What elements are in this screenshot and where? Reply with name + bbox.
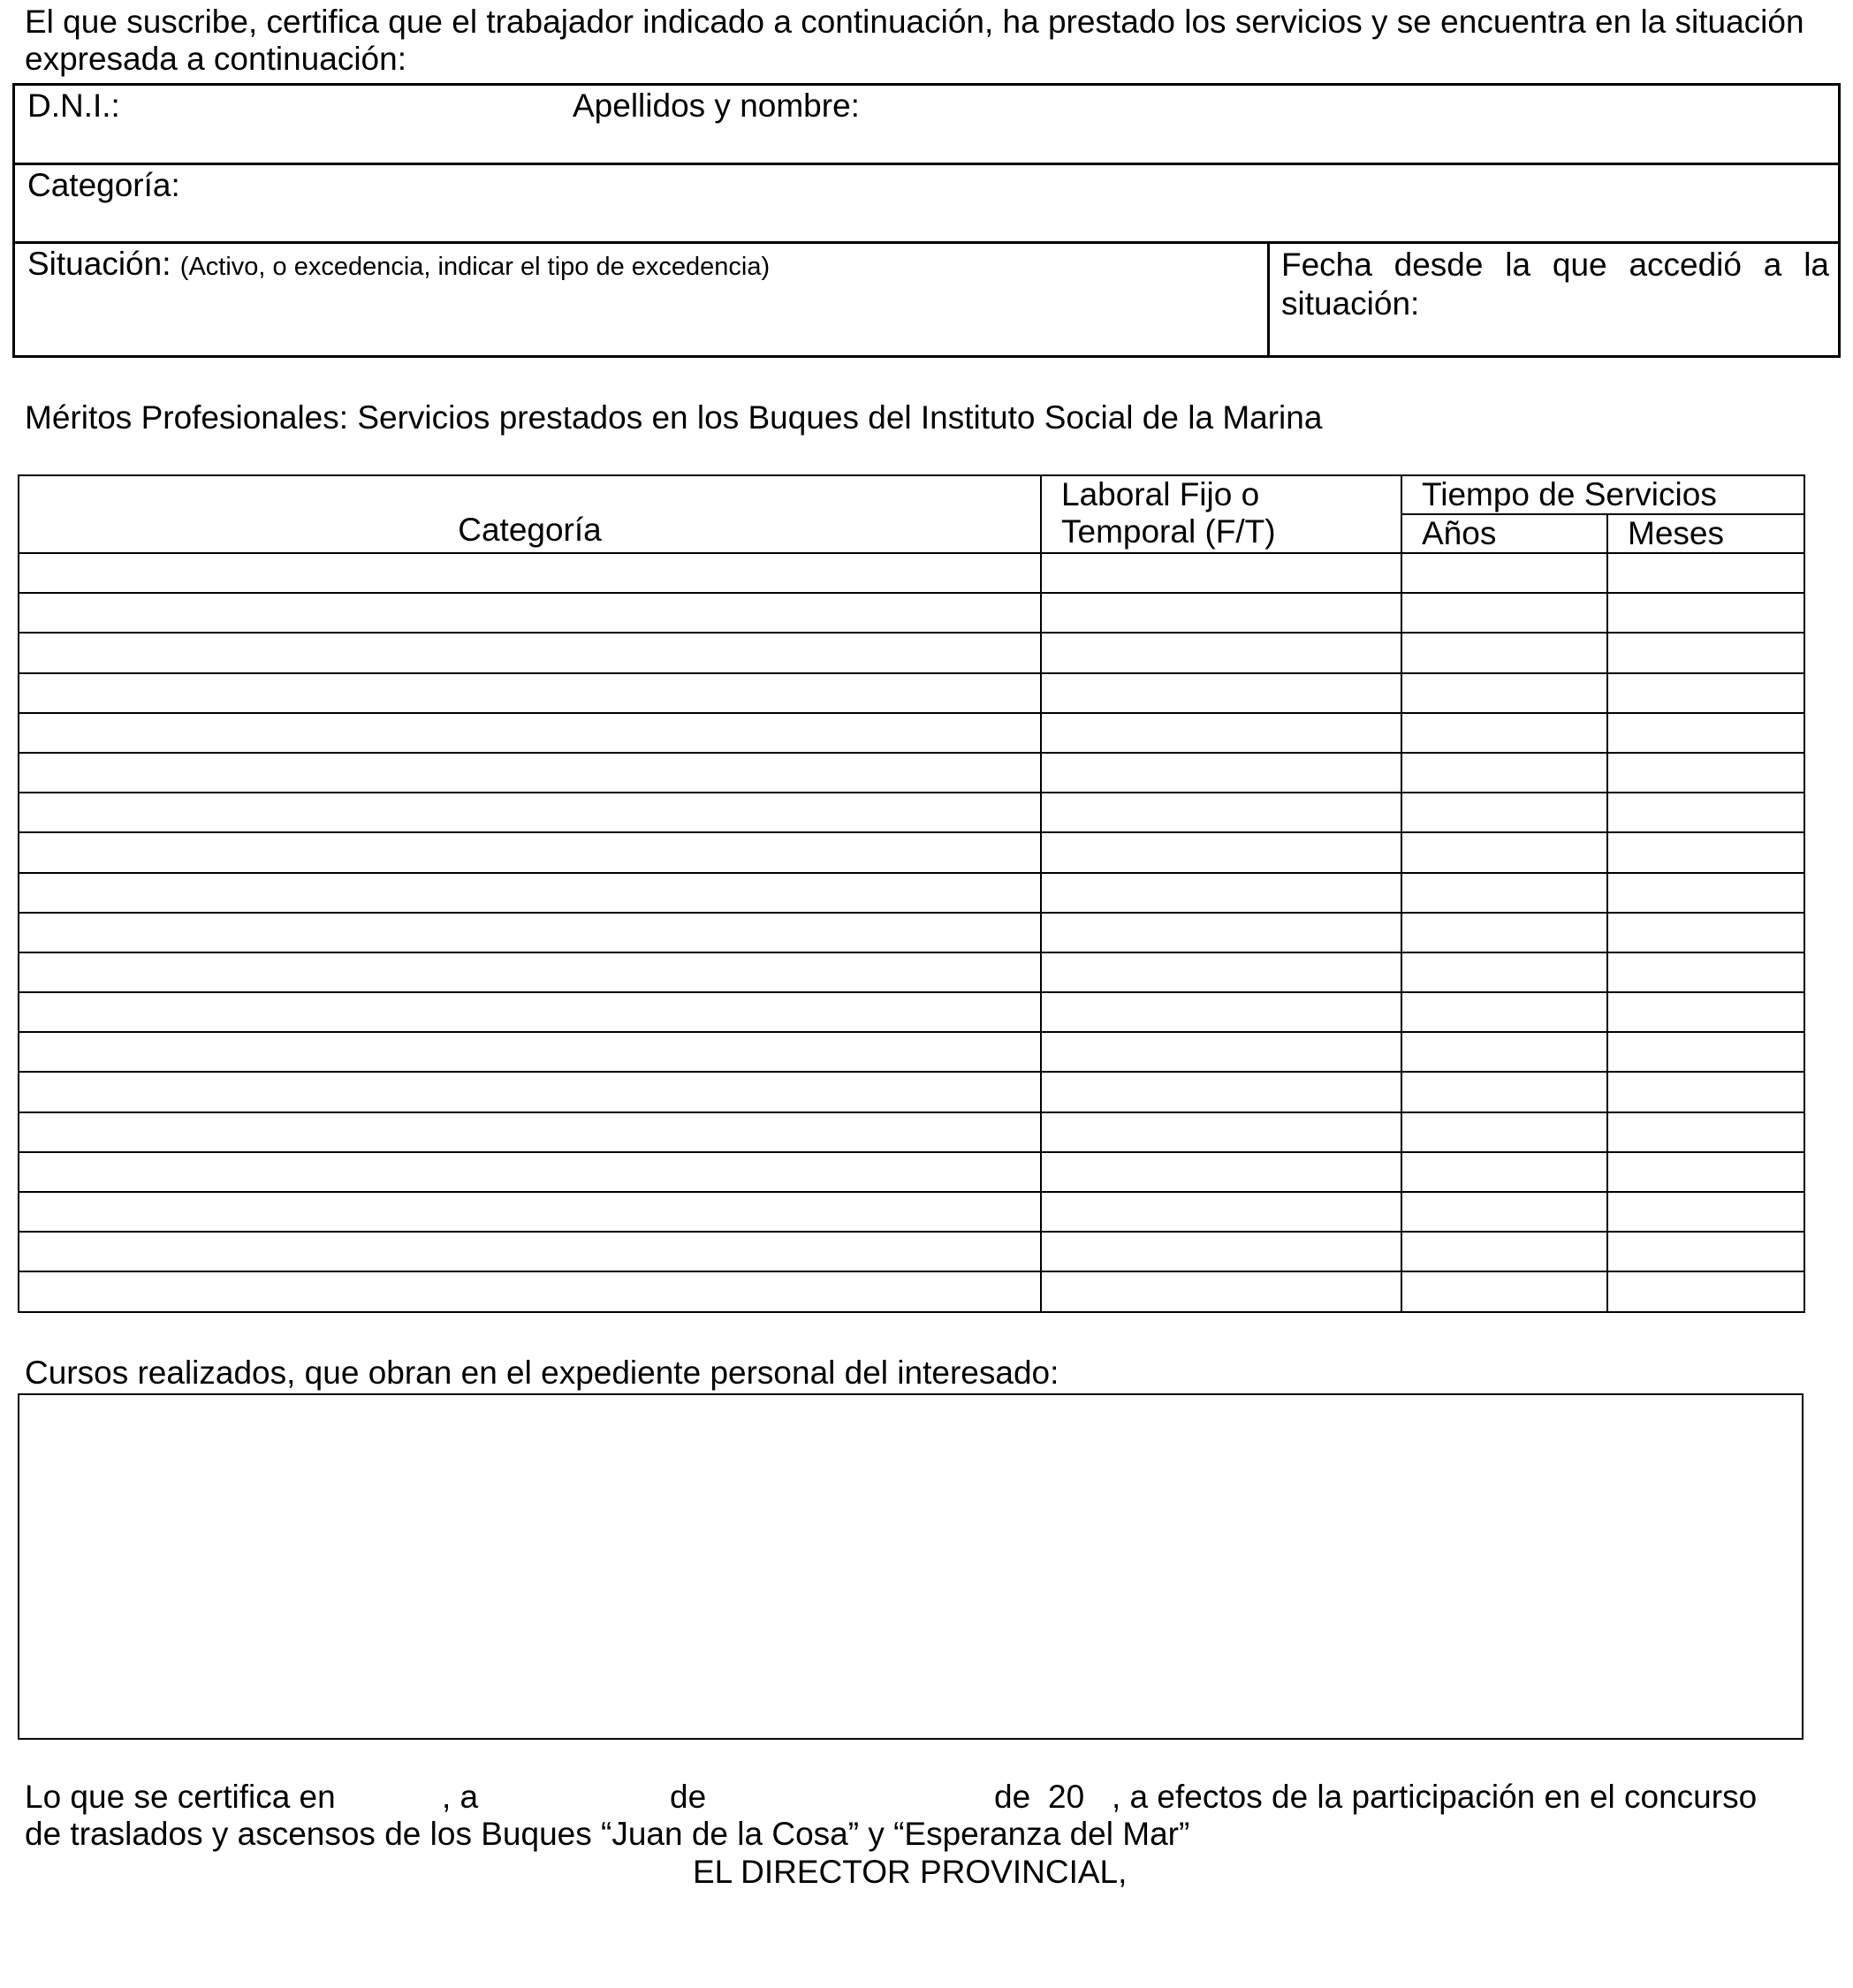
cell-years[interactable] — [1401, 713, 1607, 753]
cell-months[interactable] — [1607, 913, 1804, 952]
cell-category[interactable] — [19, 873, 1041, 913]
situation-label: Situación: (Activo, o excedencia, indicar el tipo de excedencia) — [27, 246, 771, 282]
cell-category[interactable] — [19, 593, 1041, 633]
cell-category[interactable] — [19, 1152, 1041, 1192]
name-label: Apellidos y nombre: — [573, 87, 860, 124]
cell-category[interactable] — [19, 673, 1041, 713]
cell-type[interactable] — [1041, 753, 1401, 793]
cell-category[interactable] — [19, 952, 1041, 992]
cell-type[interactable] — [1041, 553, 1401, 593]
cell-type[interactable] — [1041, 952, 1401, 992]
table-row — [19, 673, 1804, 713]
cell-months[interactable] — [1607, 1192, 1804, 1232]
cert-text-3: de — [670, 1779, 707, 1815]
cell-category[interactable] — [19, 1232, 1041, 1271]
table-row — [19, 873, 1804, 913]
cell-type[interactable] — [1041, 1192, 1401, 1232]
intro-text: El que suscribe, certifica que el trabajador indicado a continuación, ha prestado los servicios y se encuentra en la situación expresada a continuación: — [25, 4, 1804, 77]
cell-months[interactable] — [1607, 753, 1804, 793]
header-time: Tiempo de Servicios — [1401, 475, 1804, 514]
cell-years[interactable] — [1401, 913, 1607, 952]
table-row — [19, 1072, 1804, 1112]
cell-category[interactable] — [19, 1112, 1041, 1152]
cert-text-2: , a — [442, 1779, 479, 1815]
table-row — [19, 1232, 1804, 1271]
cell-years[interactable] — [1401, 1232, 1607, 1271]
services-rows — [19, 553, 1804, 1312]
cell-category[interactable] — [19, 913, 1041, 952]
table-row — [19, 1271, 1804, 1311]
cell-months[interactable] — [1607, 1152, 1804, 1192]
cell-years[interactable] — [1401, 1271, 1607, 1311]
cell-years[interactable] — [1401, 952, 1607, 992]
cell-years[interactable] — [1401, 1152, 1607, 1192]
header-years: Años — [1401, 514, 1607, 553]
cell-months[interactable] — [1607, 832, 1804, 872]
cell-months[interactable] — [1607, 593, 1804, 633]
divider — [15, 241, 1838, 244]
cell-type[interactable] — [1041, 1152, 1401, 1192]
services-table — [18, 474, 1805, 1313]
cell-type[interactable] — [1041, 992, 1401, 1032]
cert-year: 20 — [1048, 1779, 1085, 1815]
date-label: Fecha desde la que accedió a la situación: — [1281, 247, 1829, 322]
cell-months[interactable] — [1607, 793, 1804, 832]
cell-category[interactable] — [19, 713, 1041, 753]
cell-years[interactable] — [1401, 832, 1607, 872]
courses-box[interactable] — [18, 1393, 1804, 1740]
cell-type[interactable] — [1041, 713, 1401, 753]
cert-text-4: de — [994, 1779, 1031, 1815]
cell-years[interactable] — [1401, 992, 1607, 1032]
cert-text-1: Lo que se certifica en — [25, 1779, 336, 1815]
cell-category[interactable] — [19, 793, 1041, 832]
cell-months[interactable] — [1607, 992, 1804, 1032]
cell-type[interactable] — [1041, 913, 1401, 952]
cell-type[interactable] — [1041, 1271, 1401, 1311]
cell-category[interactable] — [19, 1271, 1041, 1311]
cell-years[interactable] — [1401, 753, 1607, 793]
cell-months[interactable] — [1607, 1072, 1804, 1112]
cell-type[interactable] — [1041, 1072, 1401, 1112]
table-row — [19, 633, 1804, 672]
cell-months[interactable] — [1607, 553, 1804, 593]
table-row — [19, 832, 1804, 872]
cell-type[interactable] — [1041, 873, 1401, 913]
table-row — [19, 713, 1804, 753]
cell-category[interactable] — [19, 1192, 1041, 1232]
header-months: Meses — [1607, 514, 1804, 553]
table-row — [19, 1152, 1804, 1192]
cell-category[interactable] — [19, 832, 1041, 872]
cell-type[interactable] — [1041, 1232, 1401, 1271]
cell-type[interactable] — [1041, 633, 1401, 672]
table-row — [19, 913, 1804, 952]
table-row — [19, 553, 1804, 593]
cell-category[interactable] — [19, 1072, 1041, 1112]
cell-months[interactable] — [1607, 952, 1804, 992]
cell-years[interactable] — [1401, 1112, 1607, 1152]
cell-category[interactable] — [19, 992, 1041, 1032]
cell-category[interactable] — [19, 553, 1041, 593]
divider — [15, 163, 1838, 165]
header-type: Laboral Fijo o Temporal (F/T) — [1041, 475, 1401, 553]
cell-years[interactable] — [1401, 793, 1607, 832]
table-row — [19, 992, 1804, 1032]
services-title: Méritos Profesionales: Servicios prestados en los Buques del Instituto Social de la Marina — [25, 399, 1323, 436]
cell-type[interactable] — [1041, 1112, 1401, 1152]
category-label: Categoría: — [27, 167, 180, 203]
cell-category[interactable] — [19, 633, 1041, 672]
header-category: Categoría — [19, 475, 1041, 553]
cell-years[interactable] — [1401, 1032, 1607, 1072]
cell-years[interactable] — [1401, 633, 1607, 672]
table-row — [19, 793, 1804, 832]
cell-type[interactable] — [1041, 673, 1401, 713]
cell-type[interactable] — [1041, 793, 1401, 832]
table-row — [19, 593, 1804, 633]
cell-months[interactable] — [1607, 873, 1804, 913]
cell-category[interactable] — [19, 1032, 1041, 1072]
cell-years[interactable] — [1401, 553, 1607, 593]
worker-info-box — [12, 83, 1841, 358]
cell-months[interactable] — [1607, 1271, 1804, 1311]
cert-text-line2: de traslados y ascensos de los Buques “Juan de la Cosa” y “Esperanza del Mar” — [25, 1816, 1190, 1852]
table-row — [19, 753, 1804, 793]
cell-years[interactable] — [1401, 873, 1607, 913]
signer-title: EL DIRECTOR PROVINCIAL, — [693, 1854, 1128, 1890]
cell-months[interactable] — [1607, 1232, 1804, 1271]
cell-months[interactable] — [1607, 633, 1804, 672]
dni-label: D.N.I.: — [27, 87, 120, 124]
cell-years[interactable] — [1401, 1192, 1607, 1232]
table-row — [19, 1112, 1804, 1152]
cell-months[interactable] — [1607, 1032, 1804, 1072]
cell-type[interactable] — [1041, 593, 1401, 633]
cell-years[interactable] — [1401, 593, 1607, 633]
cell-type[interactable] — [1041, 832, 1401, 872]
cert-text-5: , a efectos de la participación en el concurso — [1112, 1779, 1758, 1815]
table-row — [19, 1032, 1804, 1072]
situation-hint: (Activo, o excedencia, indicar el tipo de excedencia) — [179, 253, 771, 281]
cell-type[interactable] — [1041, 1032, 1401, 1072]
table-row — [19, 952, 1804, 992]
cell-years[interactable] — [1401, 673, 1607, 713]
cell-months[interactable] — [1607, 713, 1804, 753]
courses-label: Cursos realizados, que obran en el expediente personal del interesado: — [25, 1354, 1059, 1391]
cell-months[interactable] — [1607, 1112, 1804, 1152]
cell-category[interactable] — [19, 753, 1041, 793]
cell-months[interactable] — [1607, 673, 1804, 713]
cell-years[interactable] — [1401, 1072, 1607, 1112]
table-row — [19, 1192, 1804, 1232]
divider — [1267, 242, 1270, 358]
